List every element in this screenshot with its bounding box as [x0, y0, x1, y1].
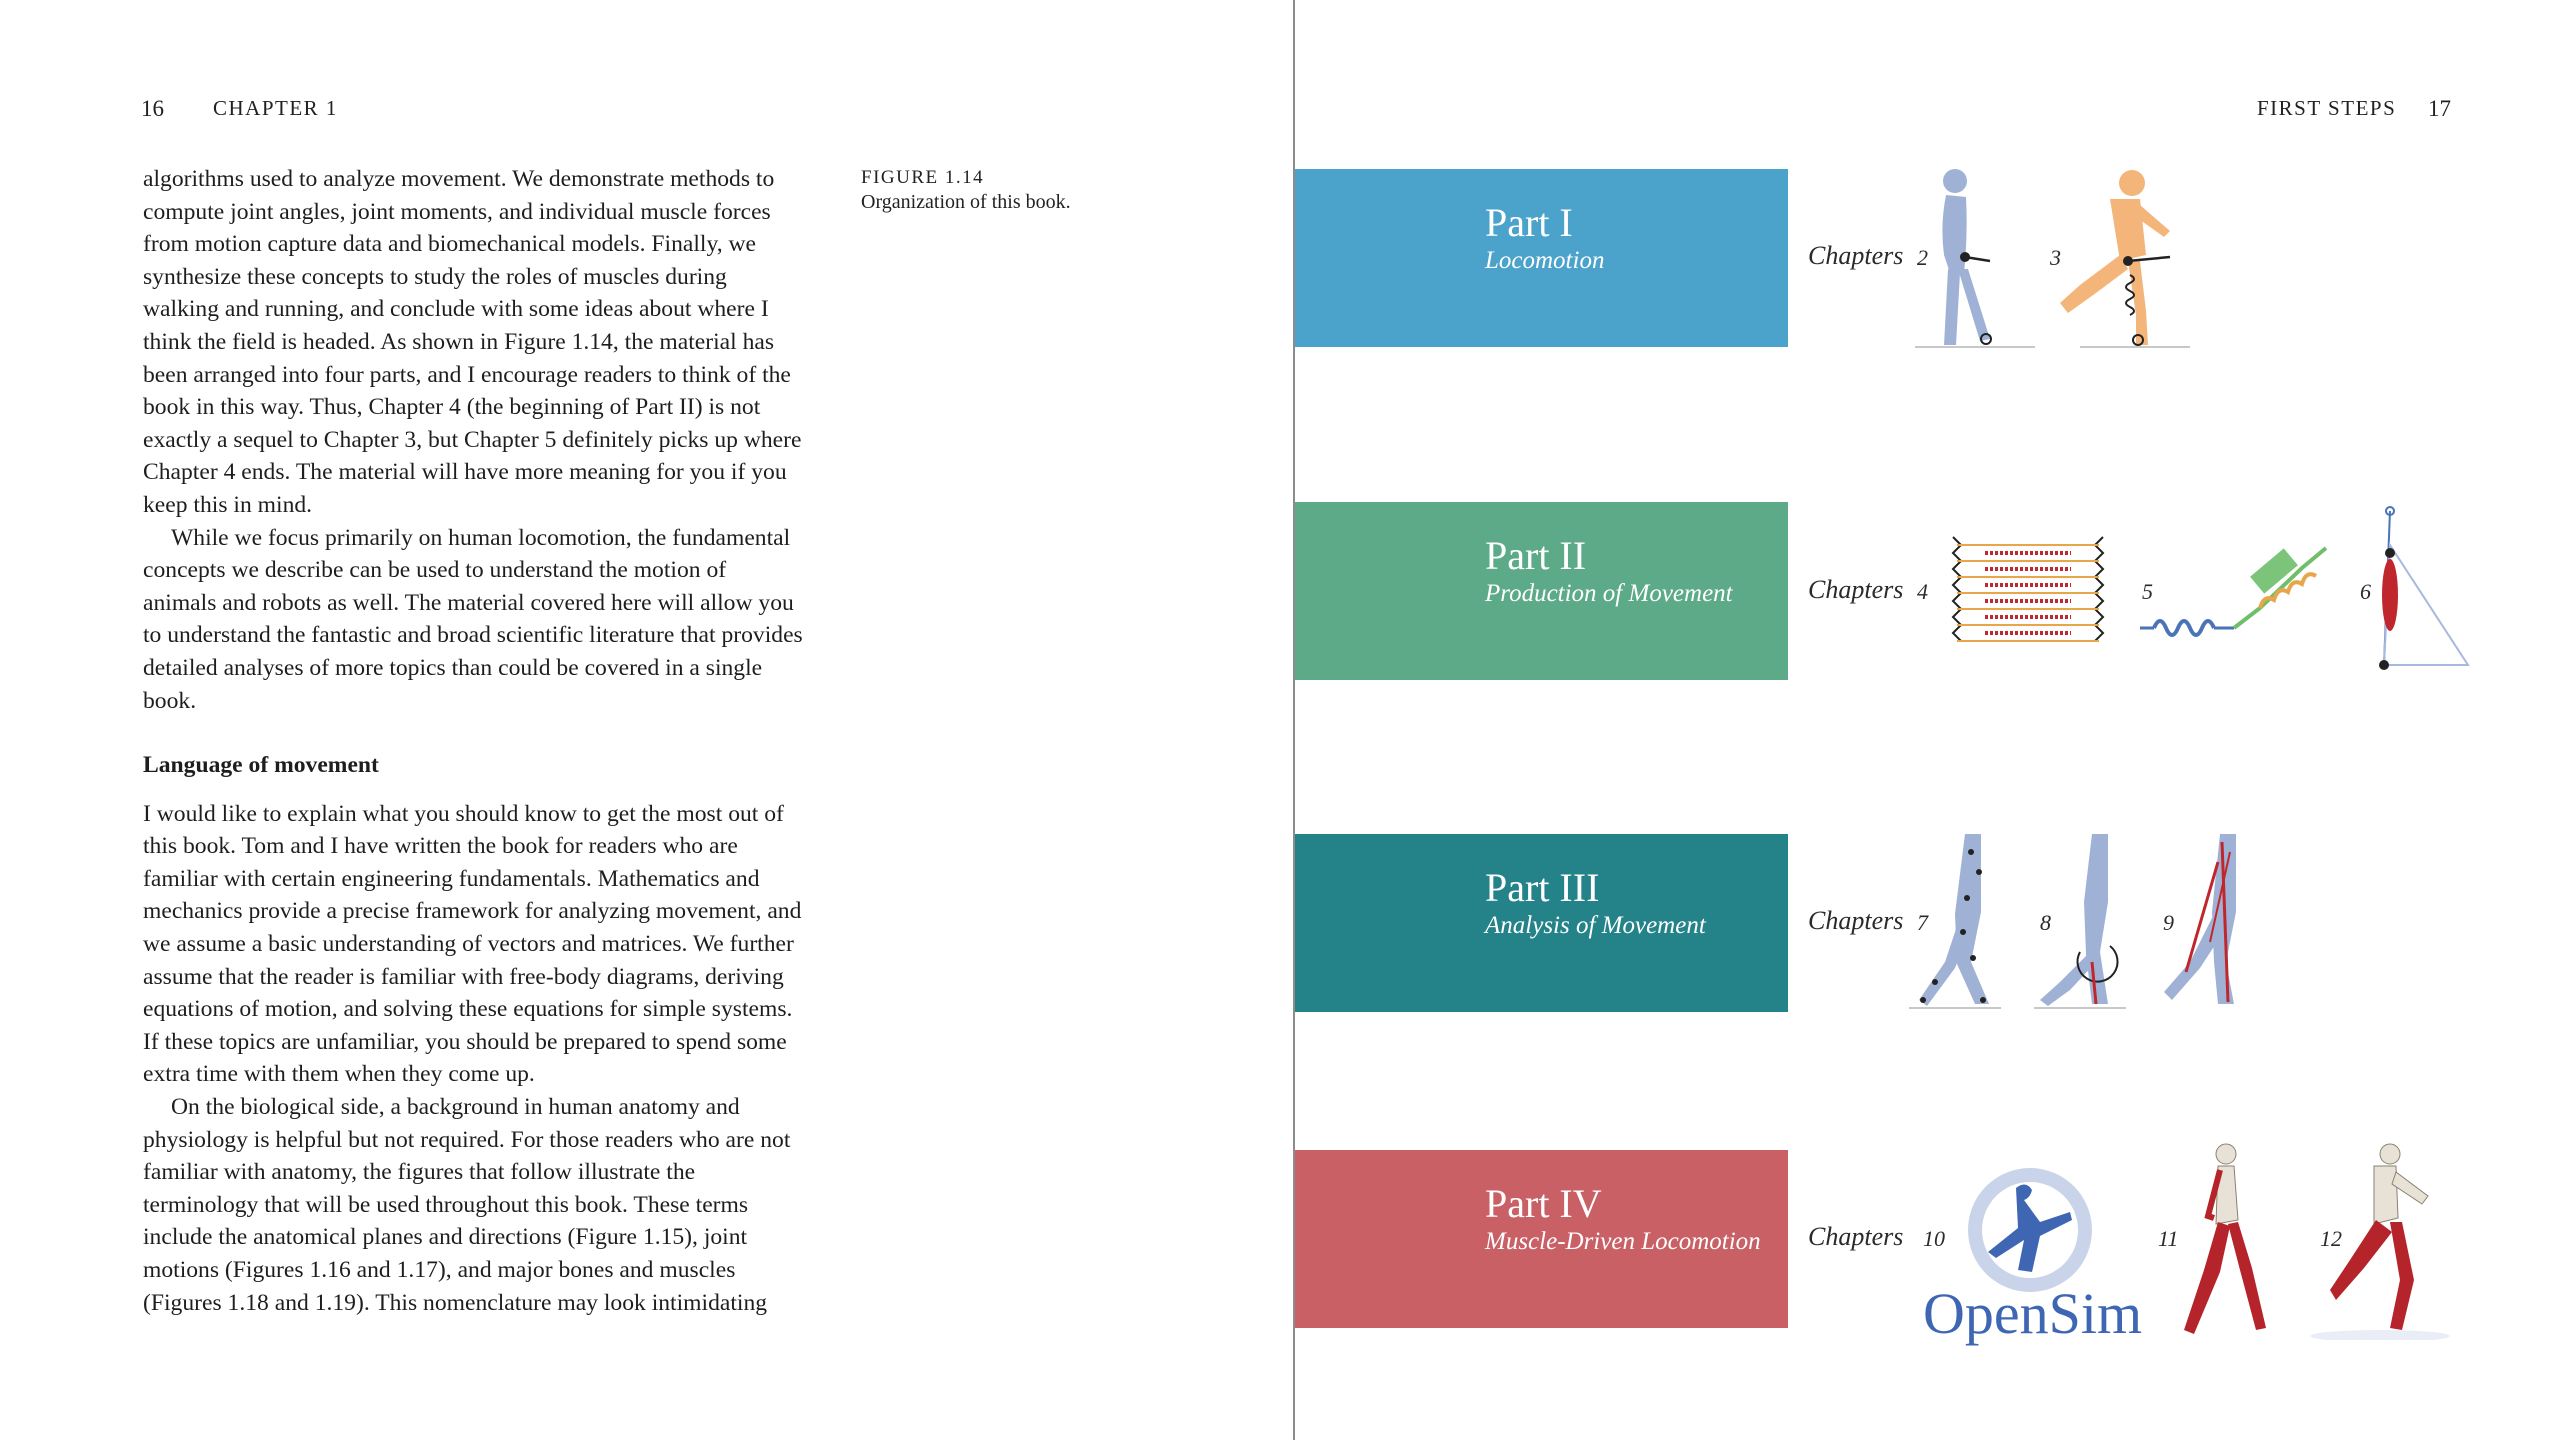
part-3-name: Part III — [1485, 865, 1600, 910]
figure-caption: Organization of this book. — [861, 191, 1071, 213]
leg-force-icon — [2030, 832, 2130, 1012]
muscle-spring-model-icon — [2130, 528, 2350, 648]
part-2-name: Part II — [1485, 533, 1587, 578]
paragraph-1: algorithms used to analyze movement. We demonstrate methods to compute joint angles, joint moments, and individual muscle forces from motion capture data and biomechanical models. Finally, we synthesize these concepts to study the roles of muscles during walking and running, and conclude with some ideas about where I think the field is headed. As shown in Figure 1.14, the material has been arranged into four parts, and I encourage readers to think of the book in this way. Thus, Chapter 4 (the beginning of Part II) is not exactly a sequel to Chapter 3, but Chapter 5 definitely picks up where Chapter 4 ends. The material will have more meaning for you if you keep this in mind. — [143, 166, 802, 518]
part-4-banner — [1295, 1150, 1788, 1328]
part-2-subtitle: Production of Movement — [1485, 580, 1733, 607]
sarcomere-icon — [1945, 533, 2115, 653]
skeleton-running-icon — [2300, 1140, 2460, 1340]
chapter-number: 9 — [2163, 910, 2174, 935]
chapter-number: 11 — [2158, 1226, 2179, 1251]
part-1-chapters-label: Chapters — [1808, 241, 1904, 270]
skeleton-walking-icon — [2160, 1140, 2280, 1340]
chapter-number: 2 — [1917, 245, 1928, 270]
section-heading: Language of movement — [143, 752, 379, 779]
chapter-number: 6 — [2360, 579, 2371, 604]
walking-figure-icon — [1910, 165, 2040, 355]
right-folio: 17 — [2428, 96, 2451, 121]
part-1-name: Part I — [1485, 200, 1573, 245]
chapter-number: 8 — [2040, 910, 2051, 935]
part-3-subtitle: Analysis of Movement — [1485, 912, 1706, 939]
chapter-number: 5 — [2142, 579, 2153, 604]
running-figure-icon — [2040, 165, 2190, 355]
left-folio: 16 — [141, 96, 164, 121]
figure-label: FIGURE 1.14 — [861, 167, 985, 188]
part-4-subtitle: Muscle-Driven Locomotion — [1485, 1228, 1761, 1255]
opensim-emblem-icon — [1920, 1162, 2140, 1297]
left-body-text — [143, 163, 803, 1319]
part-3-chapters-label: Chapters — [1808, 906, 1904, 935]
part-2-chapters-label: Chapters — [1808, 575, 1904, 604]
chapter-number: 12 — [2320, 1226, 2342, 1251]
chapter-number: 7 — [1917, 910, 1928, 935]
opensim-logo — [1920, 1162, 2143, 1346]
pendulum-leg-icon — [2370, 505, 2480, 675]
chapter-number: 4 — [1917, 579, 1928, 604]
part-4-chapters-label: Chapters — [1808, 1222, 1904, 1251]
left-running-head: CHAPTER 1 — [213, 96, 338, 120]
part-1-banner — [1295, 169, 1788, 347]
leg-markers-icon — [1905, 832, 2005, 1012]
leg-muscles-icon — [2150, 832, 2250, 1012]
paragraph-3: I would like to explain what you should know to get the most out of this book. Tom and I have written the book for readers who are familiar with certain engineering fundamentals. Mathematics and mechanics provide a precise framework for analyzing movement, and we assume a basic understanding of vectors and matrices. We further assume that the reader is familiar with free-body diagrams, deriving equations of motion, and solving these equations for simple systems. If these topics are unfamiliar, you should be prepared to spend some extra time with them when they come up. — [143, 800, 802, 1088]
chapter-number: 3 — [2050, 245, 2061, 270]
paragraph-4: On the biological side, a background in human anatomy and physiology is helpful but not required. For those readers who are not familiar with anatomy, the figures that follow illustrate the terminology that will be used throughout this book. These terms include the anatomical planes and directions (Figure 1.15), joint motions (Figures 1.16 and 1.17), and major bones and muscles (Figures 1.18 and 1.19). This nomenclature may look intimidating — [143, 1094, 791, 1316]
part-1-subtitle: Locomotion — [1485, 247, 1605, 274]
part-2-banner — [1295, 502, 1788, 680]
opensim-wordmark: OpenSim — [1923, 1281, 2143, 1346]
part-4-name: Part IV — [1485, 1181, 1602, 1226]
paragraph-2: While we focus primarily on human locomotion, the fundamental concepts we describe can be used to understand the motion of animals and robots as well. The material covered here will allow you to understand the fantastic and broad scientific literature that provides detailed analyses of more topics than could be covered in a single book. — [143, 524, 803, 714]
right-running-head: FIRST STEPS — [2257, 96, 2397, 120]
figure-caption-block — [861, 166, 1071, 214]
part-3-banner — [1295, 834, 1788, 1012]
chapter-number: 10 — [1923, 1226, 1945, 1251]
